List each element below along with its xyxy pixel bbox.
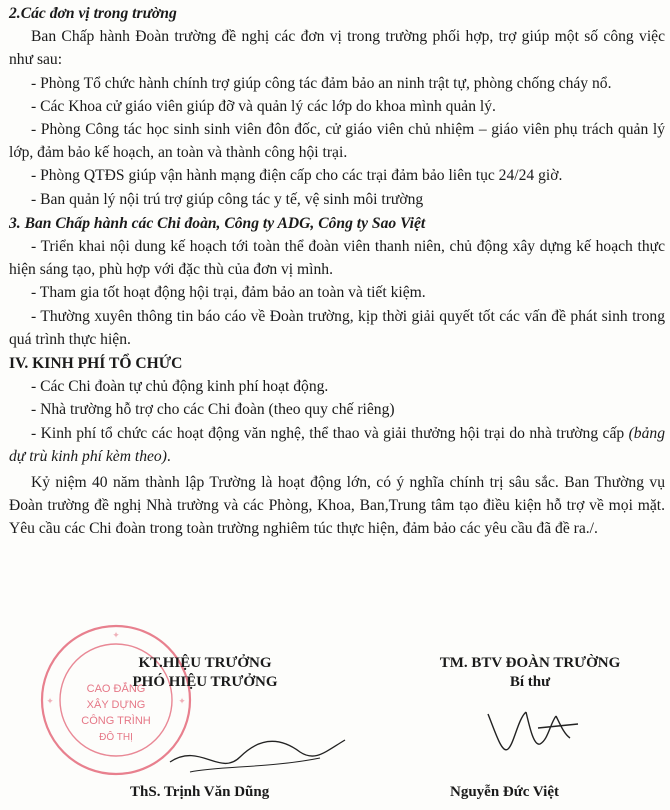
left-handwritten-signature [150,722,350,792]
signature-block-left [90,654,320,692]
heading-branches [9,212,665,235]
left-signer-name: ThS. Trịnh Văn Dũng [130,784,270,800]
bullet-faculties: - Các Khoa cử giáo viên giúp đỡ và quản lý các lớp do khoa mình quản lý. [31,97,496,115]
stamp-line1: CAO ĐẲNG [86,683,146,695]
right-title-1: TM. BTV ĐOÀN TRƯỜNG [439,655,621,671]
heading-branches-text: 3. Ban Chấp hành các Chi đoàn, Công ty ADG, Công ty Sao Việt [9,214,426,232]
signature-block-right [400,654,660,692]
bullet-facilities: - Phòng QTĐS giúp vận hành mạng điện cấp cho các trại đảm bảo liên tục 24/24 giờ. [31,167,563,185]
right-signer-name: Nguyễn Đức Việt [450,784,559,800]
stamp-line2: XÂY DỰNG [86,699,146,711]
paragraph-request: Ban Chấp hành Đoàn trường đề nghị các đơn vị trong trường phối hợp, trợ giúp một số công việc như sau: [9,28,665,69]
svg-text:✦: ✦ [112,630,120,640]
svg-text:✦: ✦ [46,696,54,706]
right-handwritten-signature [478,694,588,764]
stamp-line3: CÔNG TRÌNH [81,715,151,727]
bullet-participate: - Tham gia tốt hoạt động hội trại, đảm bảo an toàn và tiết kiệm. [31,284,426,302]
right-title-2: Bí thư [509,674,551,690]
budget-end: . [166,447,171,465]
bullet-school-support: - Nhà trường hỗ trợ cho các Chi đoàn (theo quy chế riêng) [31,401,395,419]
heading-units: 2.Các đơn vị trong trường [9,5,177,22]
heading-funding: IV. KINH PHÍ TỔ CHỨC [9,355,183,373]
budget-text: - Kinh phí tổ chức các hoạt động văn nghệ, thể thao và giải thưởng hội trại do nhà trường cấp [31,424,629,442]
document-body [9,2,665,541]
bullet-dormitory: - Ban quản lý nội trú trợ giúp công tác y tế, vệ sinh môi trường [31,190,424,208]
left-title-1: KT.HIỆU TRƯỞNG [138,655,272,671]
stamp-line4: ĐÔ THỊ [99,732,133,743]
svg-text:✦: ✦ [178,696,186,706]
closing-paragraph: Kỷ niệm 40 năm thành lập Trường là hoạt động lớn, có ý nghĩa chính trị sâu sắc. Ban Thường vụ Đoàn trường đề nghị Nhà trường và các Phòng, Khoa, Ban,Trung tâm tạo điều kiện hỗ trợ về mọi mặt. Yêu cầu các Chi đoàn trong toàn trường nghiêm túc thực hiện, đảm bảo các yêu cầu đã đề ra./. [9,474,665,538]
budget-note: (bảng dự trù kinh phí kèm theo) [9,424,665,465]
bullet-student-affairs: - Phòng Công tác học sinh sinh viên đôn đốc, cử giáo viên chủ nhiệm – giáo viên phụ trách quản lý lớp, đảm bảo kế hoạch, an toàn và thành công hội trại. [9,121,665,162]
bullet-report: - Thường xuyên thông tin báo cáo về Đoàn trường, kịp thời giải quyết tốt các vấn đề phát sinh trong quá trình thực hiện. [9,307,665,348]
bullet-admin-office: - Phòng Tổ chức hành chính trợ giúp công tác đảm bảo an ninh trật tự, phòng chống cháy nổ. [31,74,612,92]
bullet-implement: - Triển khai nội dung kế hoạch tới toàn thể đoàn viên thanh niên, chủ động xây dựng kế hoạch thực hiện sáng tạo, phù hợp với đặc thù của đơn vị mình. [9,238,665,279]
bullet-activity-budget [9,422,665,468]
left-title-2: PHÓ HIỆU TRƯỞNG [132,674,278,690]
bullet-self-funding: - Các Chi đoàn tự chủ động kinh phí hoạt động. [31,378,329,396]
